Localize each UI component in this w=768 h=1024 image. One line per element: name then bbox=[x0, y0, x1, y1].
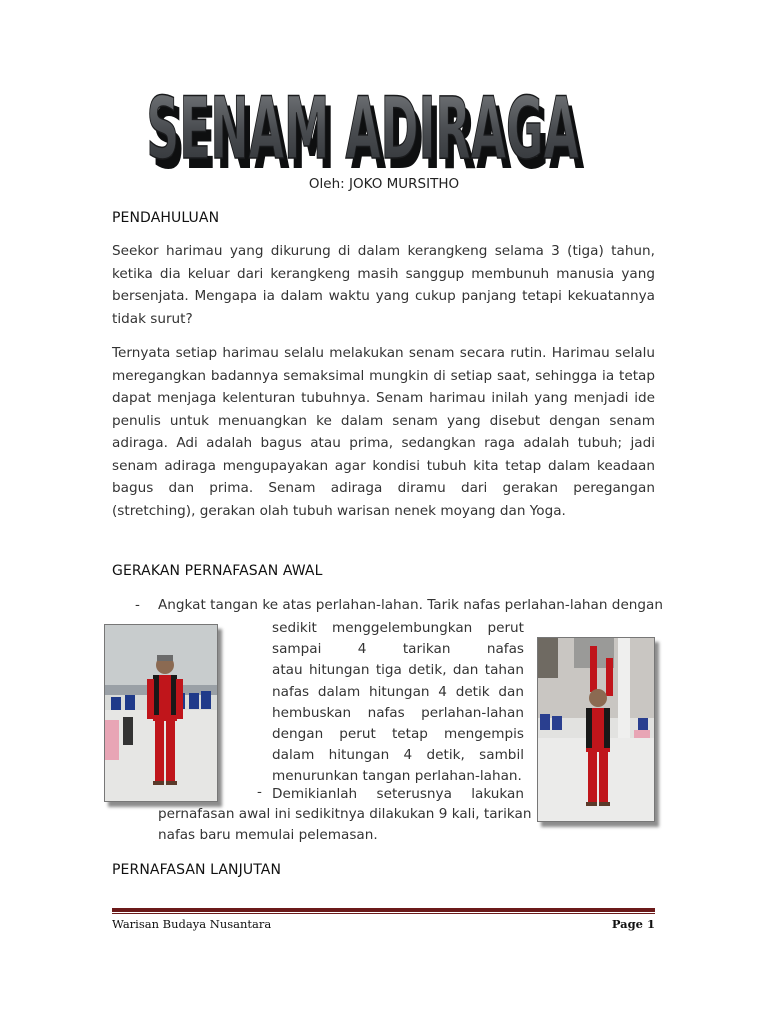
title-shadow: SENAM ADIRAGA bbox=[151, 88, 585, 178]
bullet1-line: atau hitungan tiga detik, dan tahan bbox=[272, 662, 524, 679]
photo-exercise-start bbox=[104, 624, 218, 802]
bullet-marker: - bbox=[135, 597, 140, 613]
bullet1-line: dalam hitungan 4 detik, sambil bbox=[272, 747, 524, 764]
breath-heading: GERAKAN PERNAFASAN AWAL bbox=[112, 563, 323, 579]
bullet1-line: dengan perut tetap mengempis bbox=[272, 726, 524, 743]
intro-paragraph-1: Seekor harimau yang dikurung di dalam kerangkeng selama 3 (tiga) tahun, ketika dia keluar dari kerangkeng masih sanggup membunuh manusia yang bersenjata. Mengapa ia dalam waktu yang cukup panjang tetapi kekuatannya tidak surut? bbox=[112, 243, 655, 327]
bullet2-line: nafas baru memulai pelemasan. bbox=[158, 827, 378, 843]
bullet1-wrapped-text bbox=[272, 618, 524, 788]
byline: Oleh: JOKO MURSITHO bbox=[308, 176, 460, 192]
bullet1-first-line: Angkat tangan ke atas perlahan-lahan. Tarik nafas perlahan-lahan dengan bbox=[158, 597, 663, 613]
bullet2-first-line-wrap bbox=[272, 784, 524, 805]
footer-page-number: Page 1 bbox=[611, 917, 655, 931]
bullet1-line: sedikit menggelembungkan perut sampai 4 tarikan nafas bbox=[272, 620, 524, 658]
intro-heading: PENDAHULUAN bbox=[112, 210, 220, 226]
bullet1-line: menurunkan tangan perlahan-lahan. bbox=[272, 768, 522, 785]
bullet2-line: pernafasan awal ini sedikitnya dilakukan 9 kali, tarikan bbox=[158, 806, 532, 822]
next-section-heading: PERNAFASAN LANJUTAN bbox=[112, 862, 282, 878]
photo-exercise-raised-arms bbox=[537, 637, 655, 822]
title-wordart bbox=[140, 78, 620, 178]
footer-rule-thick bbox=[112, 908, 655, 912]
bullet2-first-line: Demikianlah seterusnya lakukan bbox=[272, 786, 524, 802]
title-text: SENAM ADIRAGA bbox=[146, 78, 579, 178]
footer-publication-name: Warisan Budaya Nusantara bbox=[112, 917, 272, 931]
bullet1-line: nafas dalam hitungan 4 detik dan bbox=[272, 683, 524, 700]
intro-paragraph-2: Ternyata setiap harimau selalu melakukan senam secara rutin. Harimau selalu meregangkan badannya semaksimal mungkin di setiap saat, sehingga ia tetap dapat menjaga kelenturan tubuhnya. Senam harimau inilah yang menjadi ide penulis untuk menuangkan ke dalam senam yang disebut dengan senam adiraga. Adi adalah bagus atau prima, sedangkan raga adalah tubuh; jadi senam adiraga mengupayakan agar kondisi tubuh kita tetap dalam keadaan bagus dan prima. Senam adiraga diramu dari gerakan peregangan (stretching), gerakan olah tubuh warisan nenek moyang dan Yoga. bbox=[112, 345, 655, 519]
bullet-marker: - bbox=[257, 784, 262, 800]
bullet1-line: hembuskan nafas perlahan-lahan bbox=[272, 704, 524, 721]
footer-rule-thin bbox=[112, 913, 655, 914]
document-title bbox=[140, 78, 620, 178]
